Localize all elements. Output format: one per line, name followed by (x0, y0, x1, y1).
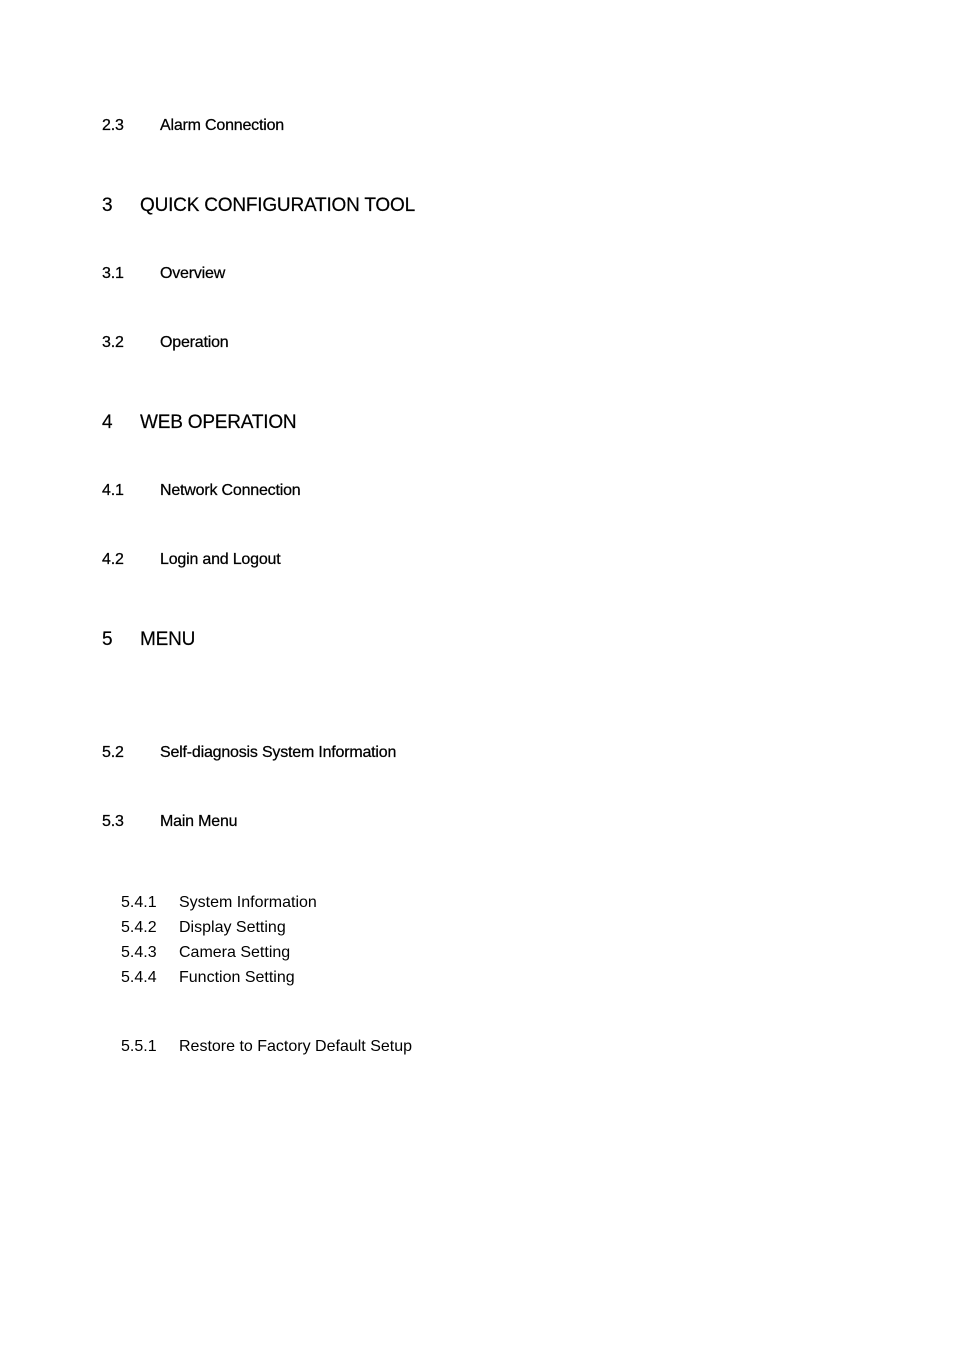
heading-number: 5.4.3 (121, 944, 157, 961)
heading-title: Main Menu (160, 813, 238, 830)
heading-number: 5.5.1 (121, 1038, 157, 1055)
heading-number: 4.2 (102, 551, 124, 568)
heading-number: 5.4.4 (121, 969, 157, 986)
heading-title: MENU (140, 629, 196, 650)
heading-title: WEB OPERATION (140, 412, 297, 433)
heading-title: Function Setting (179, 969, 295, 986)
heading-number: 3.1 (102, 265, 124, 282)
heading-title: Network Connection (160, 482, 301, 499)
heading-title: Self-diagnosis System Information (160, 744, 397, 761)
heading-title: Display Setting (179, 919, 286, 936)
heading-number: 4.1 (102, 482, 124, 499)
heading-number: 5.3 (102, 813, 124, 830)
heading-title: Camera Setting (179, 944, 291, 961)
heading-title: Operation (160, 334, 229, 351)
heading-title: Restore to Factory Default Setup (179, 1038, 412, 1055)
heading-number: 2.3 (102, 117, 124, 134)
heading-title: QUICK CONFIGURATION TOOL (140, 195, 415, 216)
heading-title: Login and Logout (160, 551, 281, 568)
heading-number: 5.4.1 (121, 894, 157, 911)
heading-title: Overview (160, 265, 226, 282)
heading-number: 3 (102, 195, 113, 216)
heading-number: 5.2 (102, 744, 124, 761)
heading-number: 5 (102, 629, 113, 650)
heading-title: Alarm Connection (160, 117, 284, 134)
heading-number: 3.2 (102, 334, 124, 351)
heading-number: 5.4.2 (121, 919, 157, 936)
heading-number: 4 (102, 412, 113, 433)
heading-title: System Information (179, 894, 317, 911)
